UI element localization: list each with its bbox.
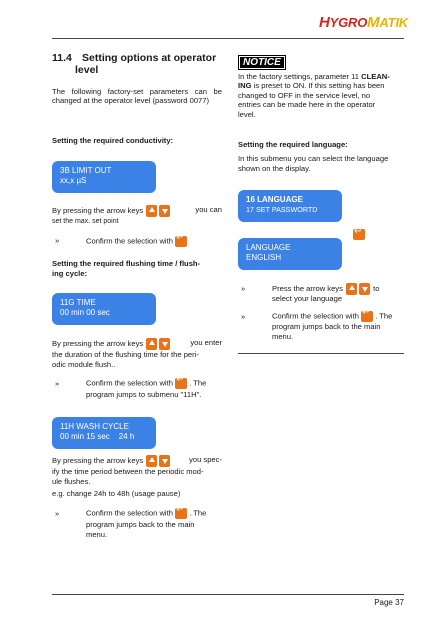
confirm-text: Confirm the selection with [86, 378, 173, 388]
lcd-lang-line1: LANGUAGE [246, 243, 291, 252]
lcd-11h-line2: 00 min 15 sec 24 h [60, 432, 135, 441]
conductivity-heading: Setting the required conductivity: [52, 136, 174, 145]
confirm-2-line2: program jumps to submenu "11H". [86, 390, 202, 399]
duration-text-line1: the duration of the flushing time for the peri- [52, 350, 199, 359]
section-title-line2: level [75, 64, 99, 76]
you-enter-text: you enter [190, 338, 222, 347]
hygromatik-logo [319, 14, 408, 31]
bullet-marker: » [55, 379, 60, 388]
press-arrows-text: By pressing the arrow keys [52, 339, 144, 348]
confirm-tail: . The [189, 508, 207, 518]
language-intro-line2: shown on the display. [238, 164, 311, 173]
confirm-tail: . The [375, 311, 393, 321]
lcd-display-11h [52, 417, 156, 449]
section-title-line1: Setting options at operator [82, 52, 217, 64]
confirm-line-2 [86, 378, 206, 389]
enter-key-icon [353, 229, 365, 240]
arrow-up-key-icon [146, 455, 157, 467]
page-number: Page 37 [374, 598, 404, 607]
lcd-11g-line2: 00 min 00 sec [60, 308, 110, 317]
confirm-text: Confirm the selection with [272, 311, 359, 321]
you-specify-text: you spec- [189, 455, 222, 464]
lcd-display-3b [52, 161, 156, 193]
intro-paragraph: The following factory-set parameters can be changed at the operator level (password 0077) [52, 87, 222, 106]
notice-line1 [238, 72, 406, 81]
press-arrows-text: By pressing the arrow keys [52, 206, 144, 215]
confirm-line-1 [86, 236, 187, 247]
confirm-tail: . The [189, 378, 207, 388]
notice-text-1b: CLEAN- [361, 72, 390, 81]
lcd-11h-line1: 11H WASH CYCLE [60, 422, 129, 431]
flushing-heading-line2: ing cycle: [52, 269, 88, 278]
confirm-line-right [272, 311, 392, 322]
arrow-up-key-icon [146, 205, 157, 217]
lcd-11g-line1: 11G TIME [60, 298, 96, 307]
press-arrows-paragraph-1 [52, 205, 222, 217]
you-can-text: you can [195, 205, 222, 214]
logo-text-ygro: YGRO [329, 15, 368, 30]
lcd-display-11g [52, 293, 156, 325]
arrow-down-key-icon [159, 455, 170, 467]
confirm-3-line2: program jumps back to the main [86, 520, 195, 529]
lcd-3b-line2: xx,x µS [60, 176, 87, 185]
arrow-down-key-icon [159, 205, 170, 217]
bullet-marker: » [241, 312, 246, 321]
bullet-marker: » [241, 284, 246, 293]
arrow-down-key-icon [359, 283, 370, 295]
notice-paragraph [238, 72, 406, 119]
arrow-down-key-icon [159, 338, 170, 350]
select-language-text: select your language [272, 294, 343, 303]
enter-key-icon [361, 311, 373, 322]
logo-letter-m: M [367, 14, 380, 31]
press-arrows-paragraph-2 [52, 338, 222, 350]
notice-text-2: is preset to ON. If this setting has been [253, 81, 385, 91]
bullet-marker: » [55, 509, 60, 518]
lcd-display-16 [238, 190, 342, 222]
press-arrows-paragraph-3 [52, 455, 222, 467]
enter-key-icon [175, 508, 187, 519]
language-heading: Setting the required language: [238, 140, 348, 149]
lcd-16-line2: 17 SET PASSWORTD [246, 205, 318, 214]
lcd-3b-line1: 3B LIMIT OUT [60, 166, 112, 175]
footer-rule [52, 594, 404, 595]
flushing-heading-line1: Setting the required flushing time / flush- [52, 259, 201, 268]
notice-line2 [238, 81, 406, 90]
confirm-right-line2: program jumps back to the main [272, 322, 381, 331]
notice-line5: level. [238, 109, 256, 119]
notice-line3: changed to OFF in the service level, no [238, 90, 371, 100]
right-column-rule [238, 353, 404, 354]
confirm-3-line3: menu. [86, 530, 108, 539]
section-number: 11.4 [52, 52, 72, 64]
lcd-display-language [238, 238, 342, 270]
to-text: to [373, 284, 380, 293]
duration-text-line2: odic module flush.. [52, 360, 116, 369]
enter-key-icon [175, 236, 187, 247]
notice-text-2b: ING [238, 81, 252, 91]
set-max-text: set the max. set point [52, 218, 119, 225]
logo-text-atik: ATIK [379, 15, 408, 30]
bullet-marker: » [55, 236, 60, 245]
lcd-16-line1: 16 LANGUAGE [246, 195, 303, 204]
spec-text-line1: ify the time period between the periodic mod- [52, 467, 204, 476]
press-arrows-text: Press the arrow keys [272, 284, 343, 293]
notice-label: NOTICE [238, 55, 286, 70]
confirm-text: Confirm the selection with [86, 236, 173, 246]
header-rule [52, 38, 404, 39]
arrow-up-key-icon [346, 283, 357, 295]
press-arrows-text: By pressing the arrow keys [52, 456, 144, 465]
enter-key-icon [175, 378, 187, 389]
example-text: e.g. change 24h to 48h (usage pause) [52, 489, 181, 498]
language-intro-line1: In this submenu you can select the language [238, 154, 389, 163]
confirm-text: Confirm the selection with [86, 508, 173, 518]
logo-letter-h: H [319, 14, 330, 31]
confirm-right-line3: menu. [272, 332, 294, 341]
confirm-line-3 [86, 508, 206, 519]
spec-text-line2: ule flushes. [52, 477, 91, 486]
arrow-up-key-icon [146, 338, 157, 350]
notice-line4: entries can be made here in the operator [238, 100, 376, 110]
notice-text-1: In the factory settings, parameter 11 [238, 72, 359, 81]
lcd-lang-line2: ENGLISH [246, 253, 282, 262]
